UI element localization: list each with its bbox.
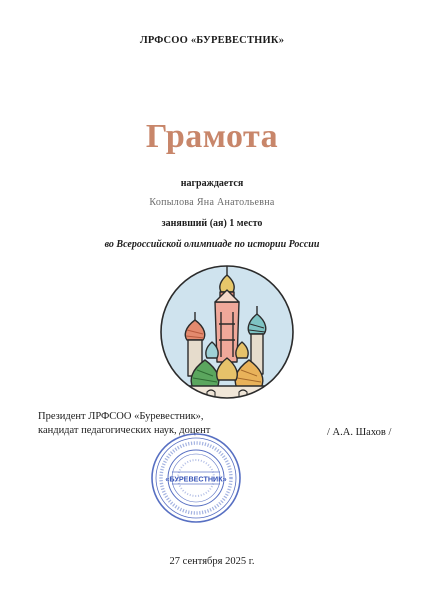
signatory-title-line2: кандидат педагогических наук, доцент (38, 425, 211, 436)
organization-name: ЛРФСОО «БУРЕВЕСТНИК» (139, 35, 285, 46)
recipient-name: Копылова Яна Анатольевна (149, 197, 275, 208)
awarded-label: награждается (180, 178, 244, 189)
seal-center-text: «БУРЕВЕСТНИК» (165, 474, 227, 484)
event-name: во Всероссийской олимпиаде по истории России (104, 239, 320, 250)
place-text: занявший (ая) 1 место (161, 218, 263, 229)
official-seal-icon (150, 432, 242, 524)
cathedral-emblem-icon (157, 262, 297, 402)
signatory-name: / А.А. Шахов / (327, 427, 392, 438)
certificate-title: Грамота (145, 118, 279, 155)
signatory-title-line1: Президент ЛРФСОО «Буревестник», (38, 411, 204, 422)
issue-date: 27 сентября 2025 г. (169, 556, 255, 567)
